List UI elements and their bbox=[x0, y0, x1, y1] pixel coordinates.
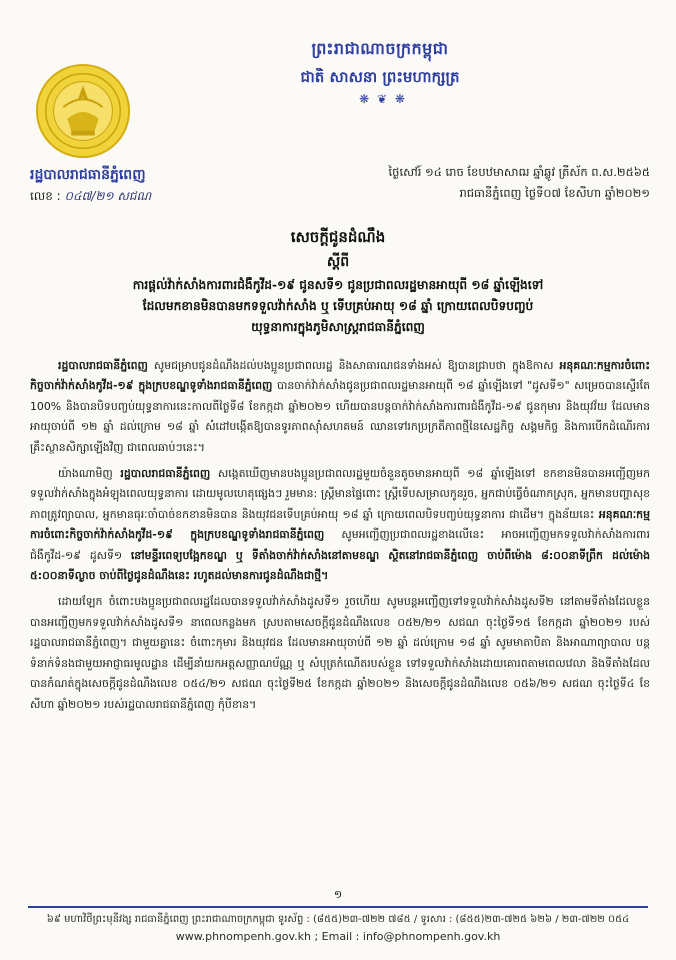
municipal-seal-icon bbox=[34, 62, 132, 160]
email-link[interactable]: info@phnompenh.gov.kh bbox=[362, 930, 501, 943]
heading-ornament: ❋ ❦ ❋ bbox=[359, 92, 407, 106]
org-name-inline: រដ្ឋបាលរាជធានីភ្នំពេញ bbox=[58, 359, 148, 372]
body-paragraph-1: រដ្ឋបាលរាជធានីភ្នំពេញ សូមជម្រាបជូនដំណឹងដល់បងប្អូនប្រជាពលរដ្ឋ និងសាធារណជនទាំងអស់ ឱ្យបានជ្រាបថា ក្នុងឱកាស អនុគណៈកម្មការចំពោះកិច្ចចាក់វ៉ាក់សាំងកូវីដ-១៩ ក្នុងក្របខណ្ឌទូទាំងរាជធានីភ្នំពេញ បានចាក់វ៉ាក់សាំងជូនប្រជាពលរដ្ឋមានអាយុពី ១៨ ឆ្នាំឡើងទៅ "ដូសទី១" សម្រេចបានស្ទើរតែ 100% និងបានបិទបញ្ចប់យុទ្ធនាការនេះកាលពីថ្ងៃទី៨ ខែកក្កដា ឆ្នាំ២០២១ ហើយបានបន្តចាក់វ៉ាក់សាំងការពារជំងឺកូវីដ-១៩ ជូនកុមារ និងយុវវ័យ ដែលមានអាយុចាប់ពី ១២ ឆ្នាំ ដល់ក្រោម ១៨ ឆ្នាំ សំដៅបង្កើតឱ្យបានទូរភាពស៊ាំសហគមន៍ ឈានទៅរកប្រក្រតីភាពថ្មីនៃសេដ្ឋកិច្ច សង្គមកិច្ច និងការបើកដំណើរការគ្រឹះស្ថានសិក្សាឡើងវិញ ជាពេលឆាប់ៗនេះ។ bbox=[30, 359, 650, 454]
subject-line: ដែលមកខានមិនបានមកទទួលវ៉ាក់សាំង ឬ ទើបគ្រប់អាយុ ១៨ ឆ្នាំ ក្រោយពេលបិទបញ្ចប់ bbox=[142, 299, 534, 313]
org-name-inline: រដ្ឋបាលរាជធានីភ្នំពេញ bbox=[120, 467, 211, 481]
body-paragraph-3: ដោយឡែក ចំពោះបងប្អូនប្រជាពលរដ្ឋដែលបានទទួលវ៉ាក់សាំងដូសទី១ រួចហើយ សូមបន្តអញ្ជើញទៅទទួលវ៉ាក់សាំងដូសទី២ នៅតាមទីតាំងដែលខ្លួនបានអញ្ជើញមកទទួលវ៉ាក់សាំងដូសទី១ នាពេលកន្លងមក ស្របតាមសេចក្តីជូនដំណឹងលេខ ០៥២/២១ សជណ ចុះថ្ងៃទី១៥ ខែកក្កដា ឆ្នាំ២០២១ របស់រដ្ឋបាលរាជធានីភ្នំពេញ។ ជាមួយគ្នានេះ ចំពោះកុមារ និងយុវជន ដែលមានអាយុចាប់ពី ១២ ឆ្នាំ ដល់ក្រោម ១៨ ឆ្នាំ សូមមាតាបិតា និងអាណាព្យាបាល បន្តទំនាក់ទំនងជាមួយអាជ្ញាធរមូលដ្ឋាន ដើម្បីនាំយកអត្តសញ្ញាណប័ណ្ណ ឬ សំបុត្រកំណើតរបស់ខ្លួន ទៅទទួលវ៉ាក់សាំងដោយគោរពតាមពេលវេលា និងទីតាំងដែលបានកំណត់ក្នុងសេចក្តីជូនដំណឹងលេខ ០៥៤/២១ សជណ ចុះថ្ងៃទី២៥ ខែកក្កដា ឆ្នាំ២០២១ និងសេចក្តីជូនដំណឹងលេខ ០៥៦/២១ សជណ ចុះថ្ងៃទី៤ ខែសីហា ឆ្នាំ២០២១ របស់រដ្ឋបាលរាជធានីភ្នំពេញ កុំបីខាន។ bbox=[30, 595, 650, 711]
footer-divider bbox=[28, 906, 648, 908]
document-body bbox=[30, 356, 650, 721]
kingdom-heading: ព្រះរាជាណាចក្រកម្ពុជា bbox=[311, 39, 449, 58]
footer-contacts bbox=[28, 930, 648, 943]
document-about: ស្តីពី bbox=[326, 254, 350, 270]
website-link[interactable]: www.phnompenh.gov.kh bbox=[175, 930, 311, 943]
subject-line: យុទ្ធនាការក្នុងភូមិសាស្ត្ររាជធានីភ្នំពេញ bbox=[251, 320, 425, 334]
venue-schedule-inline: នៅមន្ទីរពេទ្យបង្អែកខណ្ឌ ឬ ទីតាំងចាក់វ៉ាក់សាំងនៅតាមខណ្ឌ ស្ថិតនៅរាជធានីភ្នំពេញ ចាប់ពីម៉ោង ៨:០០នាទីព្រឹក ដល់ម៉ោង ៥:០០នាទីល្ងាច ចាប់ពីថ្ងៃជូនដំណឹងនេះ រហូតដល់មានការជូនដំណឹងជាថ្មី។ bbox=[30, 548, 650, 583]
footer-address: ៦៩ មហាវិថីព្រះមុនីវង្ស រាជធានីភ្នំពេញ ព្រះរាជាណាចក្រកម្ពុជា ទូរស័ព្ទ : (៨៥៥)២៣-៧២២ ៧៨៥ / ទូរសារ : (៨៥៥)២៣-៧២៥ ៦២៦ / ២៣-៧២២ ០៥៤ bbox=[46, 914, 630, 925]
reference-value: ០៤៧/២១ សជណ bbox=[64, 189, 152, 203]
email-label: ; Email : bbox=[314, 930, 360, 943]
national-motto: ជាតិ សាសនា ព្រះមហាក្សត្រ bbox=[300, 68, 460, 86]
document-title: សេចក្តីជូនដំណឹង bbox=[290, 228, 386, 246]
lunar-date: ថ្ងៃសៅរ៍ ១៤ រោច ខែបឋមាសាឍ ឆ្នាំឆ្លូវ ត្រីស័ក ព.ស.២៥៦៥ bbox=[388, 165, 650, 179]
committee-name-inline: អនុគណៈកម្មការចំពោះកិច្ចចាក់វ៉ាក់សាំងកូវីដ-១៩ ក្នុងក្របខណ្ឌទូទាំងរាជធានីភ្នំពេញ bbox=[30, 507, 650, 542]
subject-line: ការផ្តល់វ៉ាក់សាំងការពារជំងឺកូវីដ-១៩ ជូនសទី១ ជូនប្រជាពលរដ្ឋមានអាយុពី ១៨ ឆ្នាំឡើងទៅ bbox=[132, 278, 544, 292]
committee-name-inline: អនុគណៈកម្មការចំពោះកិច្ចចាក់វ៉ាក់សាំងកូវីដ-១៩ ក្នុងក្របខណ្ឌទូទាំងរាជធានីភ្នំពេញ bbox=[30, 359, 650, 393]
page-number: ១ bbox=[333, 888, 343, 901]
body-paragraph-2: យ៉ាងណាមិញ រដ្ឋបាលរាជធានីភ្នំពេញ សង្កេតឃើញមានបងប្អូនប្រជាពលរដ្ឋមួយចំនួនតូចមានអាយុពី ១៨ ឆ្នាំឡើងទៅ ខកខានមិនបានអញ្ជើញមកទទួលវ៉ាក់សាំងក្នុងអំឡុងពេលយុទ្ធនាការ ដោយមូលហេតុផ្សេងៗ រួមមាន: ស្ត្រីមានផ្ទៃពោះ ស្ត្រីទើបសម្រាលកូនរួច, អ្នកជាប់ធ្វើចំណាកស្រុក, អ្នកមានបញ្ហាសុខភាពត្រូវព្យាបាល, អ្នកមានធុរៈចាំបាច់ខកខានមិនបាន និងយុវជនទើបគ្រប់អាយុ ១៨ ឆ្នាំ ក្រោយពេលបិទបញ្ចប់យុទ្ធនាការ ជាដើម។ ក្នុងន័យនេះ អនុគណៈកម្មការចំពោះកិច្ចចាក់វ៉ាក់សាំងកូវីដ-១៩ ក្នុងក្របខណ្ឌទូទាំងរាជធានីភ្នំពេញ សូមអញ្ជើញប្រជាពលរដ្ឋខាងលើនេះ អាចអញ្ជើញមកទទួលវ៉ាក់សាំងការពារជំងឺកូវីដ-១៩ ដូសទី១ នៅមន្ទីរពេទ្យបង្អែកខណ្ឌ ឬ ទីតាំងចាក់វ៉ាក់សាំងនៅតាមខណ្ឌ ស្ថិតនៅរាជធានីភ្នំពេញ ចាប់ពីម៉ោង ៨:០០នាទីព្រឹក ដល់ម៉ោង ៥:០០នាទីល្ងាច ចាប់ពីថ្ងៃជូនដំណឹងនេះ រហូតដល់មានការជូនដំណឹងជាថ្មី។ bbox=[30, 467, 650, 583]
sender-organization: រដ្ឋបាលរាជធានីភ្នំពេញ bbox=[30, 167, 146, 183]
reference-label: លេខ : bbox=[30, 189, 61, 203]
document-subject bbox=[44, 275, 632, 338]
solar-date: រាជធានីភ្នំពេញ ថ្ងៃទី០៧ ខែសីហា ឆ្នាំ២០២១ bbox=[459, 186, 650, 200]
reference-number bbox=[30, 188, 230, 206]
